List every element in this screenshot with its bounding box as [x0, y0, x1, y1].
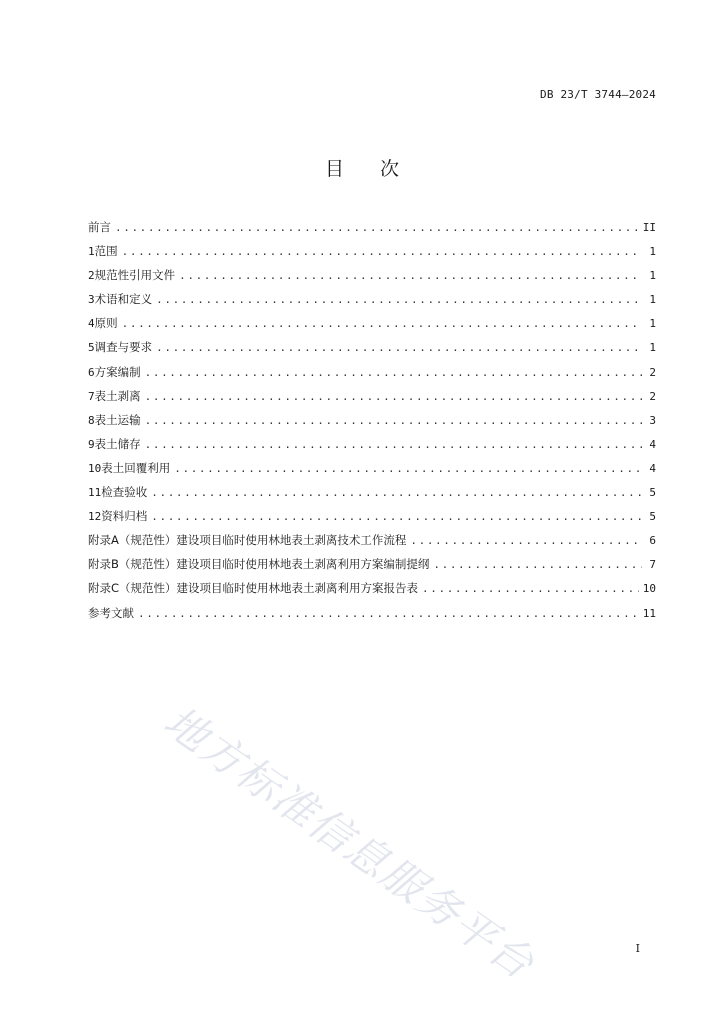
leader-dots	[145, 409, 642, 433]
appendix-tag: 附录B（规范性）	[88, 557, 177, 572]
toc-page: 10	[642, 582, 656, 596]
toc-number: 3	[88, 293, 95, 307]
leader-dots	[410, 529, 642, 553]
toc-label: 检查验收	[101, 485, 148, 500]
leader-dots	[151, 505, 642, 529]
leader-dots	[145, 385, 642, 409]
toc-entry-12[interactable]	[88, 504, 656, 528]
toc-entry-1[interactable]	[88, 239, 656, 263]
toc-page: 3	[649, 413, 656, 427]
toc-label: 前言	[88, 220, 111, 234]
leader-dots	[179, 264, 642, 288]
toc-entry-6[interactable]	[88, 360, 656, 384]
leader-dots	[156, 336, 642, 360]
toc-page: 1	[649, 269, 656, 283]
toc-entry-foreword[interactable]	[88, 215, 656, 239]
page-title	[0, 154, 724, 181]
toc-label: 表土储存	[94, 436, 141, 451]
toc-label: 建设项目临时使用林地表土剥离利用方案报告表	[176, 581, 419, 596]
toc-entry-appendix-a[interactable]	[88, 528, 656, 552]
toc-entry-9[interactable]	[88, 432, 656, 456]
toc-page: 2	[649, 389, 656, 403]
toc-number: 7	[88, 389, 95, 403]
leader-dots	[138, 602, 639, 626]
leader-dots	[145, 433, 642, 457]
toc-label: 范围	[94, 244, 118, 259]
toc-entry-5[interactable]	[88, 335, 656, 359]
toc-number: 2	[88, 269, 95, 283]
toc-number: 11	[88, 486, 102, 500]
appendix-tag: 附录C（规范性）	[88, 581, 177, 596]
toc-label: 规范性引用文件	[94, 268, 176, 283]
leader-dots	[433, 553, 642, 577]
toc-page: 4	[649, 437, 656, 451]
appendix-tag: 附录A（规范性）	[88, 533, 177, 548]
toc-entry-references[interactable]	[88, 601, 656, 625]
watermark: 地方标准信息服务平台	[155, 696, 544, 990]
toc-page: 6	[649, 534, 656, 548]
toc-entry-7[interactable]	[88, 384, 656, 408]
toc-number: 1	[88, 245, 95, 259]
toc-page: 1	[649, 245, 656, 259]
toc-label: 表土剥离	[94, 388, 141, 403]
toc-page: 11	[642, 606, 656, 620]
toc-entry-appendix-b[interactable]	[88, 552, 656, 576]
toc-number: 12	[88, 510, 102, 524]
leader-dots	[145, 361, 642, 385]
toc-page: 5	[649, 510, 656, 524]
toc-number: 9	[88, 437, 95, 451]
toc-entry-3[interactable]	[88, 287, 656, 311]
toc-label: 参考文献	[88, 605, 134, 620]
leader-dots	[156, 288, 642, 312]
toc-page: 1	[649, 317, 656, 331]
toc-label: 表土运输	[94, 412, 141, 427]
leader-dots	[151, 481, 642, 505]
toc-page: 1	[649, 341, 656, 355]
leader-dots	[174, 457, 642, 481]
toc-label: 原则	[94, 316, 118, 331]
toc-entry-2[interactable]	[88, 263, 656, 287]
toc-label: 建设项目临时使用林地表土剥离技术工作流程	[176, 533, 407, 548]
toc-page: 1	[649, 293, 656, 307]
leader-dots	[115, 216, 639, 240]
toc-page: 5	[649, 486, 656, 500]
toc-label: 调查与要求	[94, 340, 153, 355]
toc-page: 2	[649, 365, 656, 379]
leader-dots	[122, 240, 642, 264]
toc-number: 5	[88, 341, 95, 355]
toc-label: 术语和定义	[94, 292, 153, 307]
toc-entry-10[interactable]	[88, 456, 656, 480]
toc-page: 7	[649, 558, 656, 572]
toc-number: 10	[88, 461, 102, 475]
toc-entry-4[interactable]	[88, 311, 656, 335]
toc-label: 建设项目临时使用林地表土剥离利用方案编制提纲	[176, 557, 430, 572]
page-number: I	[635, 942, 640, 955]
toc-number: 6	[88, 365, 95, 379]
toc-entry-appendix-c[interactable]	[88, 576, 656, 600]
toc-entry-11[interactable]	[88, 480, 656, 504]
leader-dots	[422, 577, 639, 601]
leader-dots	[122, 312, 642, 336]
toc-entry-8[interactable]	[88, 408, 656, 432]
title-char-2: 次	[380, 158, 400, 180]
standard-code: DB 23/T 3744—2024	[540, 88, 656, 101]
toc-number: 4	[88, 317, 95, 331]
toc-label: 方案编制	[94, 364, 141, 379]
toc-label: 资料归档	[101, 509, 148, 524]
toc-number: 8	[88, 413, 95, 427]
toc-label: 表土回覆利用	[101, 460, 171, 475]
toc-page: II	[642, 221, 656, 234]
title-char-1: 目	[324, 158, 344, 180]
toc-page: 4	[649, 461, 656, 475]
table-of-contents	[88, 215, 656, 625]
